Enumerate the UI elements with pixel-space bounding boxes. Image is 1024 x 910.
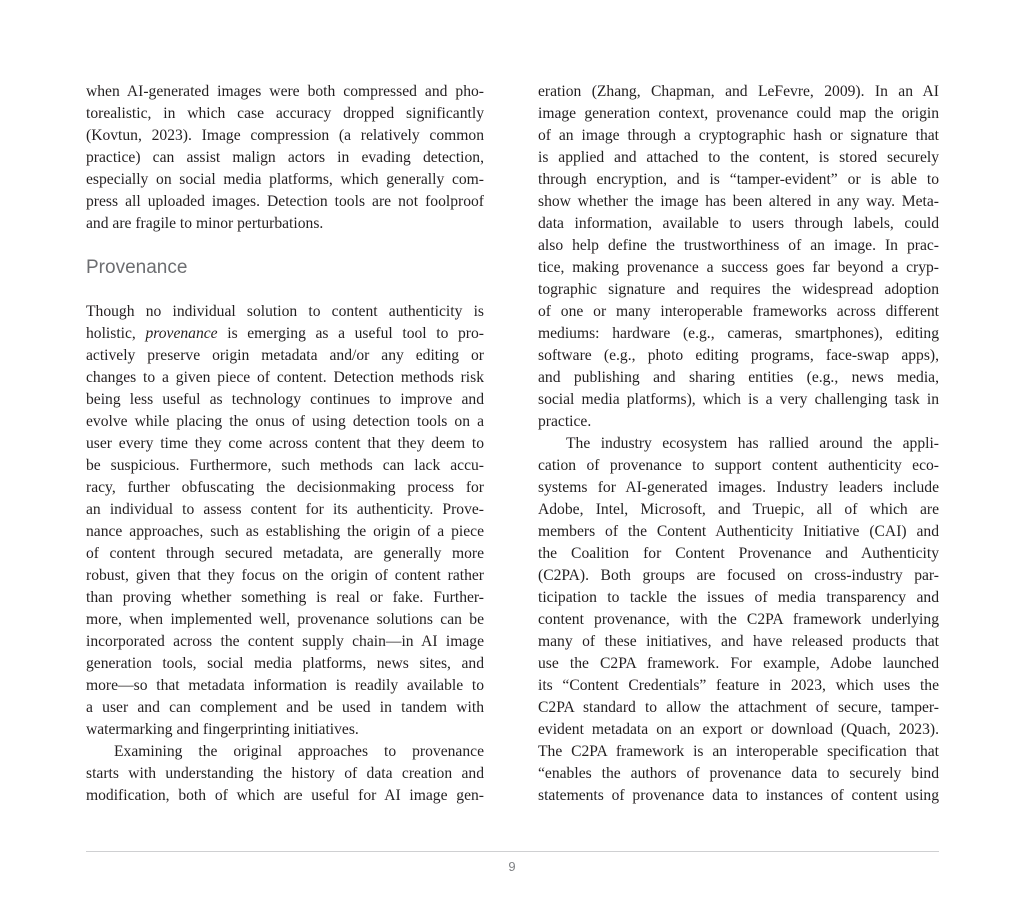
- text-line: [86, 345, 484, 367]
- text-segment: generation tools, social media platforms, news sites, and: [86, 655, 484, 672]
- text-segment: tice, making provenance a success goes far beyond a cryp-: [538, 259, 939, 276]
- text-segment: The C2PA framework is an interoperable specification that: [538, 743, 939, 760]
- text-segment: racy, further obfuscating the decisionmaking process for: [86, 479, 484, 496]
- text-line: [86, 367, 484, 389]
- text-segment: a user and can complement and be used in tandem with: [86, 699, 484, 716]
- text-line: [538, 169, 939, 191]
- text-line: [538, 675, 939, 697]
- text-line: [86, 675, 484, 697]
- text-line: [538, 81, 939, 103]
- text-segment: The industry ecosystem has rallied around the appli-: [566, 435, 939, 452]
- text-line: [538, 433, 939, 455]
- text-line: [86, 169, 484, 191]
- text-segment: evolve while placing the onus of using detection tools on a: [86, 413, 484, 430]
- text-segment: through encryption, and is “tamper-evident” or is able to: [538, 171, 939, 188]
- emphasized-term: provenance: [145, 325, 218, 342]
- text-line: [86, 785, 484, 807]
- text-line: [538, 653, 939, 675]
- text-segment: of content through secured metadata, are generally more: [86, 545, 484, 562]
- text-segment: of an image through a cryptographic hash or signature that: [538, 127, 939, 144]
- text-line: [538, 103, 939, 125]
- text-segment: user every time they come across content that they deem to: [86, 435, 484, 452]
- text-segment: practice.: [538, 413, 592, 430]
- text-line: [86, 213, 484, 235]
- paragraph: [86, 301, 484, 741]
- text-line: [538, 697, 939, 719]
- text-segment: ticipation to tackle the issues of media transparency and: [538, 589, 939, 606]
- text-line: [86, 191, 484, 213]
- text-line: [538, 521, 939, 543]
- text-line: [538, 455, 939, 477]
- text-segment: eration (Zhang, Chapman, and LeFevre, 2009). In an AI: [538, 83, 939, 100]
- paragraph: [86, 741, 484, 807]
- text-segment: Adobe, Intel, Microsoft, and Truepic, all of which are: [538, 501, 939, 518]
- text-segment: than proving whether something is real or fake. Further-: [86, 589, 484, 606]
- text-line: [86, 455, 484, 477]
- text-line: [538, 763, 939, 785]
- text-line: [86, 477, 484, 499]
- paragraph: [538, 81, 939, 433]
- text-segment: use the C2PA framework. For example, Adobe launched: [538, 655, 939, 672]
- text-segment: many of these initiatives, and have released products that: [538, 633, 939, 650]
- text-line: [86, 81, 484, 103]
- text-segment: more, when implemented well, provenance solutions can be: [86, 611, 484, 628]
- text-segment: watermarking and fingerprinting initiatives.: [86, 721, 359, 738]
- text-segment: tographic signature and requires the widespread adoption: [538, 281, 939, 298]
- section-heading: Provenance: [86, 257, 188, 278]
- text-segment: C2PA standard to allow the attachment of secure, tamper-: [538, 699, 939, 716]
- text-segment: practice) can assist malign actors in evading detection,: [86, 149, 484, 166]
- text-line: [86, 411, 484, 433]
- text-line: [538, 631, 939, 653]
- text-segment: social media platforms), which is a very challenging task in: [538, 391, 939, 408]
- text-line: [86, 565, 484, 587]
- text-segment: torealistic, in which case accuracy dropped significantly: [86, 105, 484, 122]
- left-column: [86, 81, 484, 807]
- text-segment: especially on social media platforms, which generally com-: [86, 171, 484, 188]
- text-segment: cation of provenance to support content authenticity eco-: [538, 457, 939, 474]
- text-segment: robust, given that they focus on the origin of content rather: [86, 567, 484, 584]
- text-line: [86, 719, 484, 741]
- text-segment: software (e.g., photo editing programs, face-swap apps),: [538, 347, 939, 364]
- text-segment: content provenance, with the C2PA framework underlying: [538, 611, 939, 628]
- text-line: [538, 125, 939, 147]
- text-line: [86, 631, 484, 653]
- text-segment: (Kovtun, 2023). Image compression (a relatively common: [86, 127, 484, 144]
- text-line: [86, 323, 484, 345]
- text-segment: be suspicious. Furthermore, such methods can lack accu-: [86, 457, 484, 474]
- page-number: 9: [508, 859, 516, 874]
- text-line: [538, 213, 939, 235]
- text-segment: members of the Content Authenticity Initiative (CAI) and: [538, 523, 939, 540]
- text-line: [86, 741, 484, 763]
- text-line: [538, 609, 939, 631]
- text-line: [86, 521, 484, 543]
- text-line: [538, 719, 939, 741]
- text-line: [538, 477, 939, 499]
- text-segment: Examining the original approaches to provenance: [114, 743, 484, 760]
- text-segment: an individual to assess content for its authenticity. Prove-: [86, 501, 484, 518]
- text-segment: systems for AI-generated images. Industry leaders include: [538, 479, 939, 496]
- text-segment: (C2PA). Both groups are focused on cross-industry par-: [538, 567, 939, 584]
- text-line: [86, 103, 484, 125]
- text-line: [86, 301, 484, 323]
- paragraph: [538, 433, 939, 807]
- text-segment: when AI-generated images were both compressed and pho-: [86, 83, 484, 100]
- text-line: [538, 235, 939, 257]
- text-line: [86, 653, 484, 675]
- text-line: [86, 587, 484, 609]
- text-segment: data information, available to users through labels, could: [538, 215, 939, 232]
- text-line: [538, 543, 939, 565]
- text-segment: actively preserve origin metadata and/or any editing or: [86, 347, 484, 364]
- text-segment: being less useful as technology continues to improve and: [86, 391, 484, 408]
- text-line: [538, 147, 939, 169]
- text-line: [538, 279, 939, 301]
- text-segment: evident metadata on an export or download (Quach, 2023).: [538, 721, 939, 738]
- text-line: [538, 565, 939, 587]
- text-segment: “enables the authors of provenance data to securely bind: [538, 765, 939, 782]
- text-line: [538, 323, 939, 345]
- text-line: [86, 125, 484, 147]
- text-segment: is emerging as a useful tool to pro-: [217, 325, 484, 342]
- text-line: [538, 741, 939, 763]
- text-segment: starts with understanding the history of data creation and: [86, 765, 484, 782]
- text-segment: the Coalition for Content Provenance and Authenticity: [538, 545, 939, 562]
- text-segment: press all uploaded images. Detection tools are not foolproof: [86, 193, 484, 210]
- text-line: [538, 499, 939, 521]
- text-segment: and publishing and sharing entities (e.g., news media,: [538, 369, 939, 386]
- right-column: [538, 81, 939, 807]
- text-segment: also help define the trustworthiness of an image. In prac-: [538, 237, 939, 254]
- text-line: [538, 345, 939, 367]
- text-segment: holistic,: [86, 325, 146, 342]
- text-line: [86, 609, 484, 631]
- text-segment: Though no individual solution to content authenticity is: [86, 303, 484, 320]
- text-segment: modification, both of which are useful for AI image gen-: [86, 787, 484, 804]
- text-line: [86, 763, 484, 785]
- text-line: [538, 411, 939, 433]
- text-segment: is applied and attached to the content, is stored securely: [538, 149, 939, 166]
- text-line: [538, 389, 939, 411]
- text-segment: statements of provenance data to instances of content using: [538, 787, 939, 804]
- text-segment: image generation context, provenance could map the origin: [538, 105, 939, 122]
- footer-divider: [86, 851, 939, 852]
- text-segment: incorporated across the content supply chain—in AI image: [86, 633, 484, 650]
- text-line: [538, 785, 939, 807]
- text-segment: mediums: hardware (e.g., cameras, smartphones), editing: [538, 325, 939, 342]
- text-segment: more—so that metadata information is readily available to: [86, 677, 484, 694]
- text-line: [86, 433, 484, 455]
- text-line: [86, 147, 484, 169]
- text-line: [538, 257, 939, 279]
- text-segment: its “Content Credentials” feature in 2023, which uses the: [538, 677, 939, 694]
- text-segment: show whether the image has been altered in any way. Meta-: [538, 193, 939, 210]
- text-segment: changes to a given piece of content. Detection methods risk: [86, 369, 484, 386]
- text-line: [86, 543, 484, 565]
- text-line: [538, 191, 939, 213]
- text-line: [86, 389, 484, 411]
- text-segment: of one or many interoperable frameworks across different: [538, 303, 939, 320]
- text-line: [86, 697, 484, 719]
- paragraph: [86, 81, 484, 235]
- text-line: [86, 499, 484, 521]
- text-line: [538, 587, 939, 609]
- text-line: [538, 367, 939, 389]
- text-segment: and are fragile to minor perturbations.: [86, 215, 324, 232]
- text-line: [538, 301, 939, 323]
- text-segment: nance approaches, such as establishing the origin of a piece: [86, 523, 484, 540]
